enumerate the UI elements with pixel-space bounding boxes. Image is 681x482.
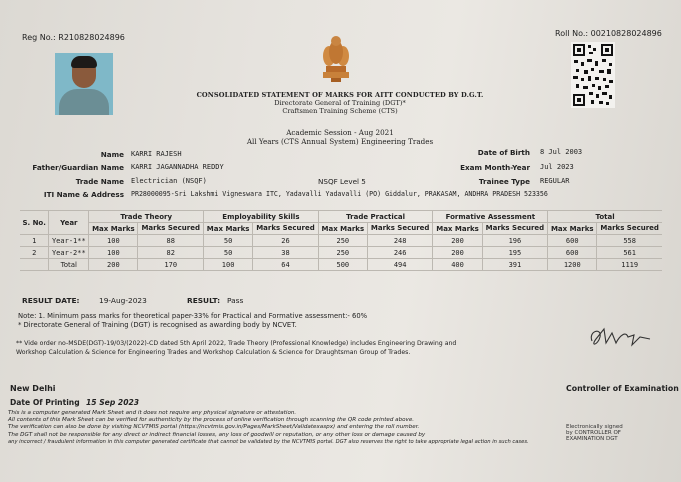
table-sub-header — [20, 223, 662, 235]
footer-line: The DGT shall not be responsible for any direct or indirect financial losses, any loss of goodwill or reputation, or any other loss or damage caused by — [8, 431, 426, 438]
cell-secured: 38 — [253, 247, 319, 259]
marks-table — [20, 210, 662, 271]
max-marks-header: Max Marks — [548, 223, 597, 235]
trainee-type-label: Trainee Type — [478, 177, 530, 186]
cell-secured: 391 — [482, 259, 548, 271]
table-total-row — [20, 259, 662, 271]
academic-session: Academic Session - Aug 2021 — [286, 128, 394, 137]
cell-secured: 561 — [597, 247, 662, 259]
group-header: Employability Skills — [204, 211, 319, 223]
max-marks-header: Max Marks — [89, 223, 138, 235]
exam-month-label: Exam Month-Year — [460, 163, 530, 172]
marks-secured-header: Marks Secured — [253, 223, 319, 235]
cell-sno: 2 — [20, 247, 49, 259]
cell-secured: 170 — [138, 259, 204, 271]
cell-secured: 64 — [253, 259, 319, 271]
table-row — [20, 247, 662, 259]
cell-secured: 82 — [138, 247, 204, 259]
marks-secured-header: Marks Secured — [597, 223, 662, 235]
exam-month-value: Jul 2023 — [540, 163, 574, 171]
cell-max: 200 — [89, 259, 138, 271]
document-title: CONSOLIDATED STATEMENT OF MARKS FOR AITT CONDUCTED BY D.G.T. — [196, 91, 484, 99]
dob-label: Date of Birth — [477, 148, 530, 157]
result-date-value: 19-Aug-2023 — [99, 296, 147, 305]
cell-secured: 26 — [253, 235, 319, 247]
cell-secured: 195 — [482, 247, 548, 259]
name-label: Name — [100, 150, 124, 159]
footer-line: any incorrect / fraudulent information in this computer generated certificate that cannot be validated by the NCVTMIS portal. DGT also reserves the right to take appropriate legal action in such cases. — [8, 438, 529, 445]
sno-header: S. No. — [20, 211, 49, 235]
digital-signature-stamp: Electronically signed by CONTROLLER OF EXAMINATION DGT — [566, 424, 623, 442]
cell-max: 100 — [89, 235, 138, 247]
date-of-printing-value: 15 Sep 2023 — [86, 398, 140, 407]
date-of-printing-label: Date Of Printing — [10, 398, 80, 407]
trade-value: Electrician (NSQF) — [131, 177, 207, 185]
note-awarding-body: * Directorate General of Training (DGT) is recognised as awarding body by NCVET. — [18, 321, 297, 329]
national-emblem-icon — [317, 32, 355, 84]
footer-line: All contents of this Mark Sheet can be verified for authenticity by the process of online verification through scanning the QR code printed above. — [8, 417, 415, 424]
footer-disclaimer — [8, 410, 648, 446]
cell-secured: 494 — [367, 259, 433, 271]
roll-number: Roll No.: 00210828024896 — [555, 29, 662, 38]
trainee-type-value: REGULAR — [540, 177, 570, 185]
cell-secured: 196 — [482, 235, 548, 247]
result-label: RESULT: — [187, 296, 221, 305]
marks-secured-header: Marks Secured — [138, 223, 204, 235]
cell-max: 200 — [433, 235, 482, 247]
qr-code-icon — [571, 42, 615, 108]
table-group-header — [20, 211, 662, 223]
footer-line: The verification can also be done by visiting NCVTMIS portal (https://ncvtmis.gov.in/Pages/MarkSheet/Validatexaspx) and entering the roll number. — [8, 424, 420, 431]
cell-max: 100 — [89, 247, 138, 259]
cell-secured: 88 — [138, 235, 204, 247]
cell-max: 1200 — [548, 259, 597, 271]
directorate-name: Directorate General of Training (DGT)* — [274, 99, 406, 107]
trade-label: Trade Name — [75, 177, 124, 186]
table-row — [20, 235, 662, 247]
name-value: KARRI RAJESH — [131, 150, 182, 158]
guardian-value: KARRI JAGANNADHA REDDY — [131, 163, 224, 171]
footer-line: This is a computer generated Mark Sheet and it does not require any physical signature or attestation. — [8, 410, 297, 416]
nsqf-level: NSQF Level 5 — [318, 177, 366, 186]
marks-secured-header: Marks Secured — [482, 223, 548, 235]
cell-max: 250 — [318, 247, 367, 259]
group-header: Total — [548, 211, 662, 223]
group-header: Trade Practical — [318, 211, 433, 223]
note-pass-marks: Note: 1. Minimum pass marks for theoretical paper-33% for Practical and Formative assessment:- 60% — [18, 312, 368, 320]
scheme-name: Craftsmen Training Scheme (CTS) — [282, 107, 398, 115]
year-header: Year — [49, 211, 89, 235]
cell-secured: 248 — [367, 235, 433, 247]
cell-sno: 1 — [20, 235, 49, 247]
cell-secured: 1119 — [597, 259, 662, 271]
cell-max: 500 — [318, 259, 367, 271]
cell-secured: 558 — [597, 235, 662, 247]
cell-max: 50 — [204, 235, 253, 247]
max-marks-header: Max Marks — [204, 223, 253, 235]
dob-value: 8 Jul 2003 — [540, 148, 583, 156]
controller-signature-icon — [586, 323, 656, 353]
cell-max: 250 — [318, 235, 367, 247]
cell-max: 600 — [548, 235, 597, 247]
marks-secured-header: Marks Secured — [367, 223, 433, 235]
cell-year: Year-2** — [49, 247, 89, 259]
cell-secured: 246 — [367, 247, 433, 259]
cell-year: Year-1** — [49, 235, 89, 247]
iti-value: PR28000095-Sri Lakshmi Vigneswara ITC, Yadavalli Yadavalli (PO) Giddalur, PRAKASAM, ANDHRA PRADESH 523356 — [131, 190, 548, 198]
cell-max: 100 — [204, 259, 253, 271]
cell-empty — [20, 259, 49, 271]
candidate-photo — [55, 53, 113, 115]
iti-label: ITI Name & Address — [43, 190, 124, 199]
result-value: Pass — [227, 296, 244, 305]
cell-max: 50 — [204, 247, 253, 259]
years-description: All Years (CTS Annual System) Engineering Trades — [246, 137, 434, 146]
controller-of-examination: Controller of Examination — [566, 384, 679, 393]
max-marks-header: Max Marks — [433, 223, 482, 235]
group-header: Formative Assessment — [433, 211, 548, 223]
max-marks-header: Max Marks — [318, 223, 367, 235]
place-of-issue: New Delhi — [10, 384, 56, 393]
registration-number: Reg No.: R210828024896 — [22, 33, 125, 42]
cell-max: 600 — [548, 247, 597, 259]
guardian-label: Father/Guardian Name — [32, 163, 124, 172]
result-date-label: RESULT DATE: — [22, 296, 80, 305]
total-label: Total — [49, 259, 89, 271]
cell-max: 400 — [433, 259, 482, 271]
cell-max: 200 — [433, 247, 482, 259]
note-order-cont: Workshop Calculation & Science for Engineering Trades and Workshop Calculation & Science for Draughtsman Group of Trades. — [16, 349, 411, 356]
note-order: ** Vide order no-MSDE(DGT)-19/03/(2022)-CD dated 5th April 2022, Trade Theory (Professional Knowledge) includes Engineering Drawing and — [16, 340, 457, 347]
group-header: Trade Theory — [89, 211, 204, 223]
